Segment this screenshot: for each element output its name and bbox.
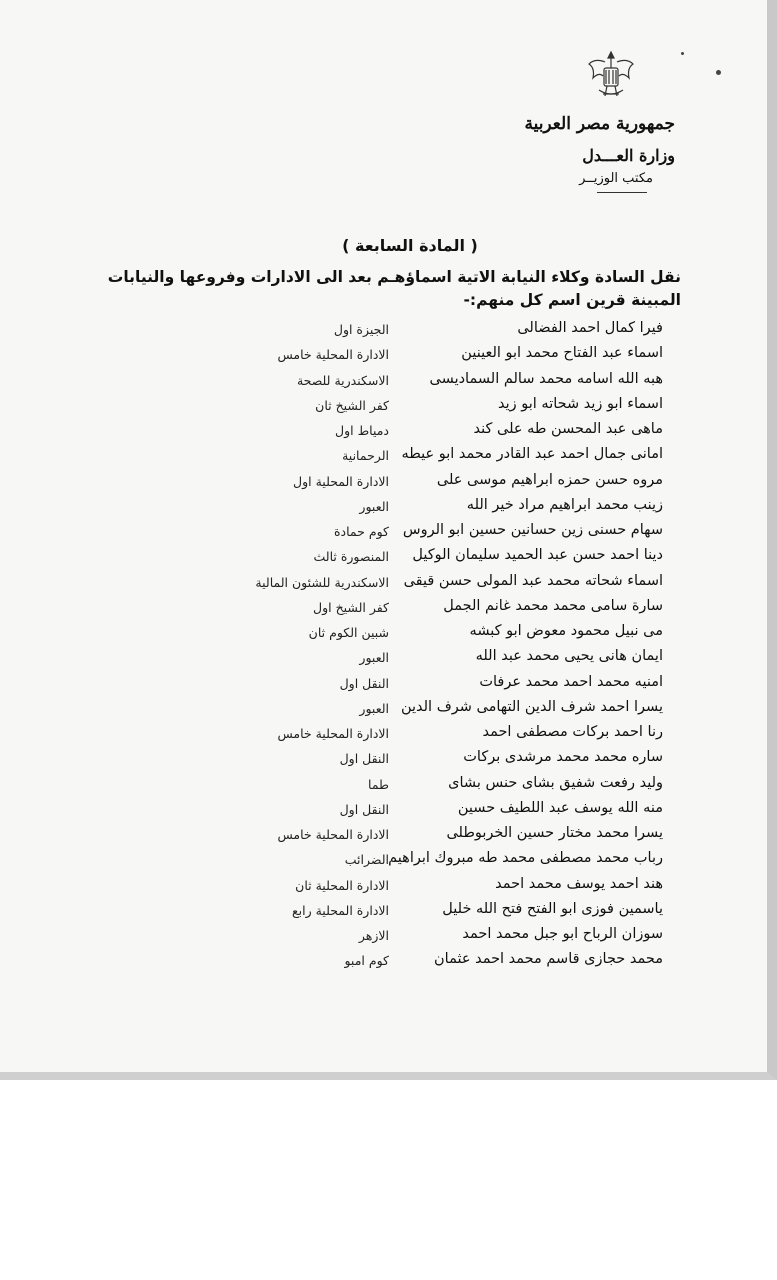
transfer-row xyxy=(0,646,767,671)
header-underline xyxy=(597,192,647,193)
transfer-row xyxy=(0,571,767,596)
transfer-row xyxy=(0,798,767,823)
employee-name: وليد رفعت شفيق بشاى حنس بشاى xyxy=(448,774,663,791)
header-ministry: وزارة العـــدل xyxy=(582,146,675,165)
transfer-row xyxy=(0,672,767,697)
destination-office: الاسكندرية للشئون المالية xyxy=(255,574,389,590)
destination-office: الادارة المحلية خامس xyxy=(277,726,389,741)
employee-name: امنيه محمد احمد محمد عرفات xyxy=(479,673,663,690)
transfer-row xyxy=(0,596,767,621)
employee-name: سهام حسنى زين حسانين حسين ابو الروس xyxy=(402,522,663,538)
destination-office: الادارة المحلية خامس xyxy=(277,827,389,842)
destination-office: الادارة المحلية اول xyxy=(293,473,389,489)
transfer-row xyxy=(0,823,767,848)
transfer-row xyxy=(0,848,767,873)
employee-name: ساره محمد محمد مرشدى بركات xyxy=(463,749,663,766)
transfer-row xyxy=(0,747,767,772)
transfer-row xyxy=(0,722,767,747)
transfer-row xyxy=(0,899,767,924)
employee-name: هند احمد يوسف محمد احمد xyxy=(495,875,663,892)
destination-office: الجيزة اول xyxy=(333,322,389,337)
employee-name: ماهى عبد المحسن طه على كند xyxy=(473,421,663,437)
employee-name: رباب محمد مصطفى محمد طه مبروك ابراهيم xyxy=(388,850,663,867)
article-title: ( المادة السابعة ) xyxy=(342,236,478,255)
speck xyxy=(716,70,721,75)
transfer-row xyxy=(0,419,767,444)
destination-office: الازهر xyxy=(358,928,389,943)
transfer-row xyxy=(0,520,767,545)
destination-office: الادارة المحلية ثان xyxy=(295,877,389,893)
transfer-list xyxy=(0,318,767,975)
employee-name: مى نبيل محمود معوض ابو كبشه xyxy=(469,623,663,639)
transfer-row xyxy=(0,318,767,343)
employee-name: هبه الله اسامه محمد سالم السماديسى xyxy=(429,370,663,387)
transfer-row xyxy=(0,545,767,570)
destination-office: المنصورة ثالث xyxy=(313,549,389,565)
eagle-emblem-icon xyxy=(585,48,637,104)
employee-name: رنا احمد بركات مصطفى احمد xyxy=(482,724,663,740)
transfer-row xyxy=(0,621,767,646)
destination-office: النقل اول xyxy=(339,751,389,767)
employee-name: فيرا كمال احمد الفضالى xyxy=(517,320,663,336)
intro-paragraph: نقل السادة وكلاء النيابة الاتية اسماؤهـم بعد الى الادارات وفروعها والنيابات المبينة قرين اسم كل منهم:- xyxy=(107,268,681,309)
transfer-row xyxy=(0,697,767,722)
transfer-row xyxy=(0,369,767,394)
destination-office: العبور xyxy=(359,700,389,716)
destination-office: دمياط اول xyxy=(335,423,389,438)
employee-name: زينب محمد ابراهيم مراد خير الله xyxy=(466,496,663,513)
employee-name: دينا احمد حسن عبد الحميد سليمان الوكيل xyxy=(412,547,663,564)
destination-office: كفر الشيخ ثان xyxy=(315,397,389,413)
employee-name: اسماء عبد الفتاح محمد ابو العينين xyxy=(461,345,663,362)
transfer-row xyxy=(0,874,767,899)
destination-office: الرحمانية xyxy=(342,448,389,464)
transfer-row xyxy=(0,444,767,469)
employee-name: يسرا محمد مختار حسين الخربوطلى xyxy=(446,825,663,841)
transfer-row xyxy=(0,773,767,798)
destination-office: شبين الكوم ثان xyxy=(308,625,389,640)
destination-office: النقل اول xyxy=(339,675,389,691)
destination-office: العبور xyxy=(359,498,389,514)
transfer-row xyxy=(0,495,767,520)
employee-name: اسماء ابو زيد شحاته ابو زيد xyxy=(498,395,663,412)
destination-office: كوم حمادة xyxy=(334,524,389,539)
transfer-row xyxy=(0,343,767,368)
employee-name: ياسمين فوزى ابو الفتح فتح الله خليل xyxy=(442,900,663,917)
destination-office: الضرائب xyxy=(344,852,389,868)
destination-office: الادارة المحلية رابع xyxy=(291,902,389,918)
destination-office: النقل اول xyxy=(339,801,389,817)
speck xyxy=(681,52,684,55)
destination-office: كوم امبو xyxy=(344,953,389,969)
employee-name: سارة سامى محمد محمد غانم الجمل xyxy=(443,597,663,614)
destination-office: كفر الشيخ اول xyxy=(313,599,389,615)
employee-name: منه الله يوسف عبد اللطيف حسين xyxy=(457,799,663,816)
destination-office: الاسكندرية للصحة xyxy=(296,372,389,388)
employee-name: يسرا احمد شرف الدين التهامى شرف الدين xyxy=(400,698,663,715)
destination-office: العبور xyxy=(359,650,389,666)
employee-name: ايمان هانى يحيى محمد عبد الله xyxy=(475,648,663,665)
transfer-row xyxy=(0,394,767,419)
employee-name: مروه حسن حمزه ابراهيم موسى على xyxy=(436,471,663,488)
employee-name: امانى جمال احمد عبد القادر محمد ابو عيطه xyxy=(401,446,663,463)
destination-office: الادارة المحلية خامس xyxy=(277,347,389,363)
employee-name: اسماء شحاته محمد عبد المولى حسن قيقى xyxy=(403,572,663,589)
transfer-row xyxy=(0,470,767,495)
transfer-row xyxy=(0,924,767,949)
employee-name: محمد حجازى قاسم محمد احمد عثمان xyxy=(434,951,663,968)
employee-name: سوزان الرباح ابو جبل محمد احمد xyxy=(462,926,663,942)
transfer-row xyxy=(0,949,767,974)
header-republic: جمهورية مصر العربية xyxy=(524,114,675,134)
header-office: مكتب الوزيــر xyxy=(579,171,653,186)
destination-office: طما xyxy=(368,776,389,792)
